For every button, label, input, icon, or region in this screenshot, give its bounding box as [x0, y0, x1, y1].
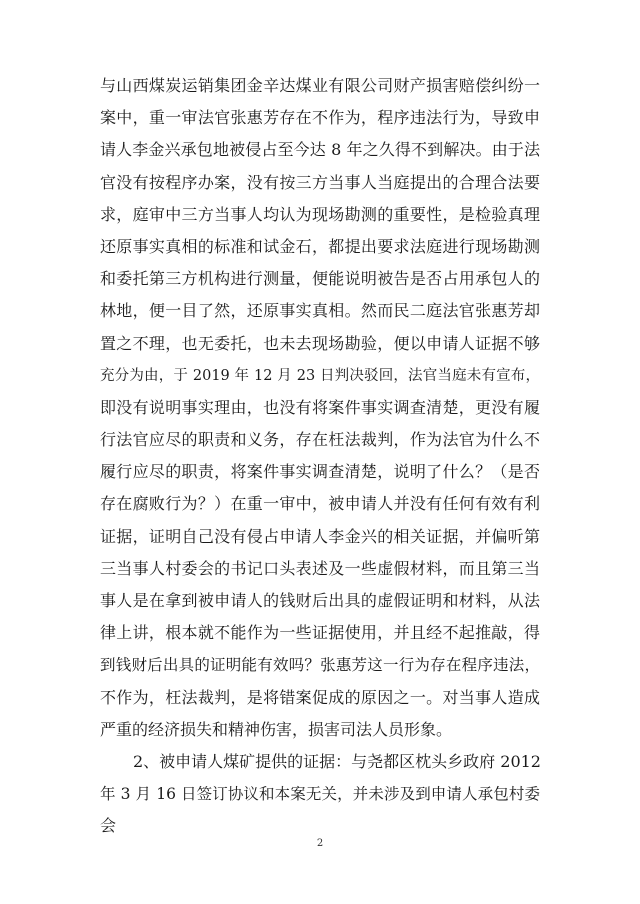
text-line: 2、被申请人煤矿提供的证据：与尧都区枕头乡政府 2012	[133, 751, 541, 771]
text-line: 存在腐败行为？）在重一审中，被申请人并没有任何有效有利	[100, 494, 540, 514]
text-line: 证据，证明自己没有侵占申请人李金兴的相关证据，并偏听第	[100, 526, 540, 546]
text-line: 与山西煤炭运销集团金辛达煤业有限公司财产损害赔偿纠纷一	[100, 76, 540, 95]
text-line: 请人李金兴承包地被侵占至今达 8 年之久得不到解决。由于法	[100, 140, 540, 160]
text-line: 事人是在拿到被申请人的钱财后出具的虚假证明和材料，从法	[100, 591, 540, 610]
text-line: 还原事实真相的标准和试金石，都提出要求法庭进行现场勘测	[100, 236, 540, 256]
text-line: 三当事人村委会的书记口头表述及一些虚假材料，而且第三当	[100, 558, 540, 578]
text-line: 案中，重一审法官张惠芳存在不作为，程序违法行为，导致申	[100, 108, 540, 128]
paragraph-1	[100, 70, 540, 746]
page-number: 2	[316, 838, 324, 849]
paragraph-2	[100, 746, 540, 843]
document-body	[100, 70, 540, 843]
text-line: 求，庭审中三方当事人均认为现场勘测的重要性，是检验真理	[100, 204, 540, 224]
text-line: 不作为，枉法裁判，是将错案促成的原因之一。对当事人造成	[100, 687, 540, 707]
text-line: 即没有说明事实理由，也没有将案件事实调查清楚，更没有履	[100, 397, 540, 417]
text-line: 年 3 月 16 日签订协议和本案无关，并未涉及到申请人承包村委	[100, 785, 540, 804]
text-line: 和委托第三方机构进行测量，便能说明被告是否占用承包人的	[100, 269, 540, 289]
text-line: 履行应尽的职责，将案件事实调查清楚，说明了什么？（是否	[100, 462, 540, 482]
text-line: 到钱财后出具的证明能有效吗？张惠芳这一行为存在程序违法，	[100, 656, 540, 675]
text-line: 林地，便一目了然，还原事实真相。然而民二庭法官张惠芳却	[100, 301, 540, 321]
text-line: 行法官应尽的职责和义务，存在枉法裁判，作为法官为什么不	[100, 430, 540, 450]
text-line: 官没有按程序办案，没有按三方当事人当庭提出的合理合法要	[100, 172, 540, 192]
text-line: 严重的经济损失和精神伤害，损害司法人员形象。	[100, 719, 453, 739]
text-line: 会	[100, 816, 117, 836]
text-line: 律上讲，根本就不能作为一些证据使用，并且经不起推敲，得	[100, 623, 540, 643]
text-line: 置之不理，也无委托，也未去现场勘验，便以申请人证据不够	[100, 333, 540, 353]
text-line: 充分为由，于 2019 年 12 月 23 日判决驳回，法官当庭未有宣布，	[100, 367, 540, 384]
